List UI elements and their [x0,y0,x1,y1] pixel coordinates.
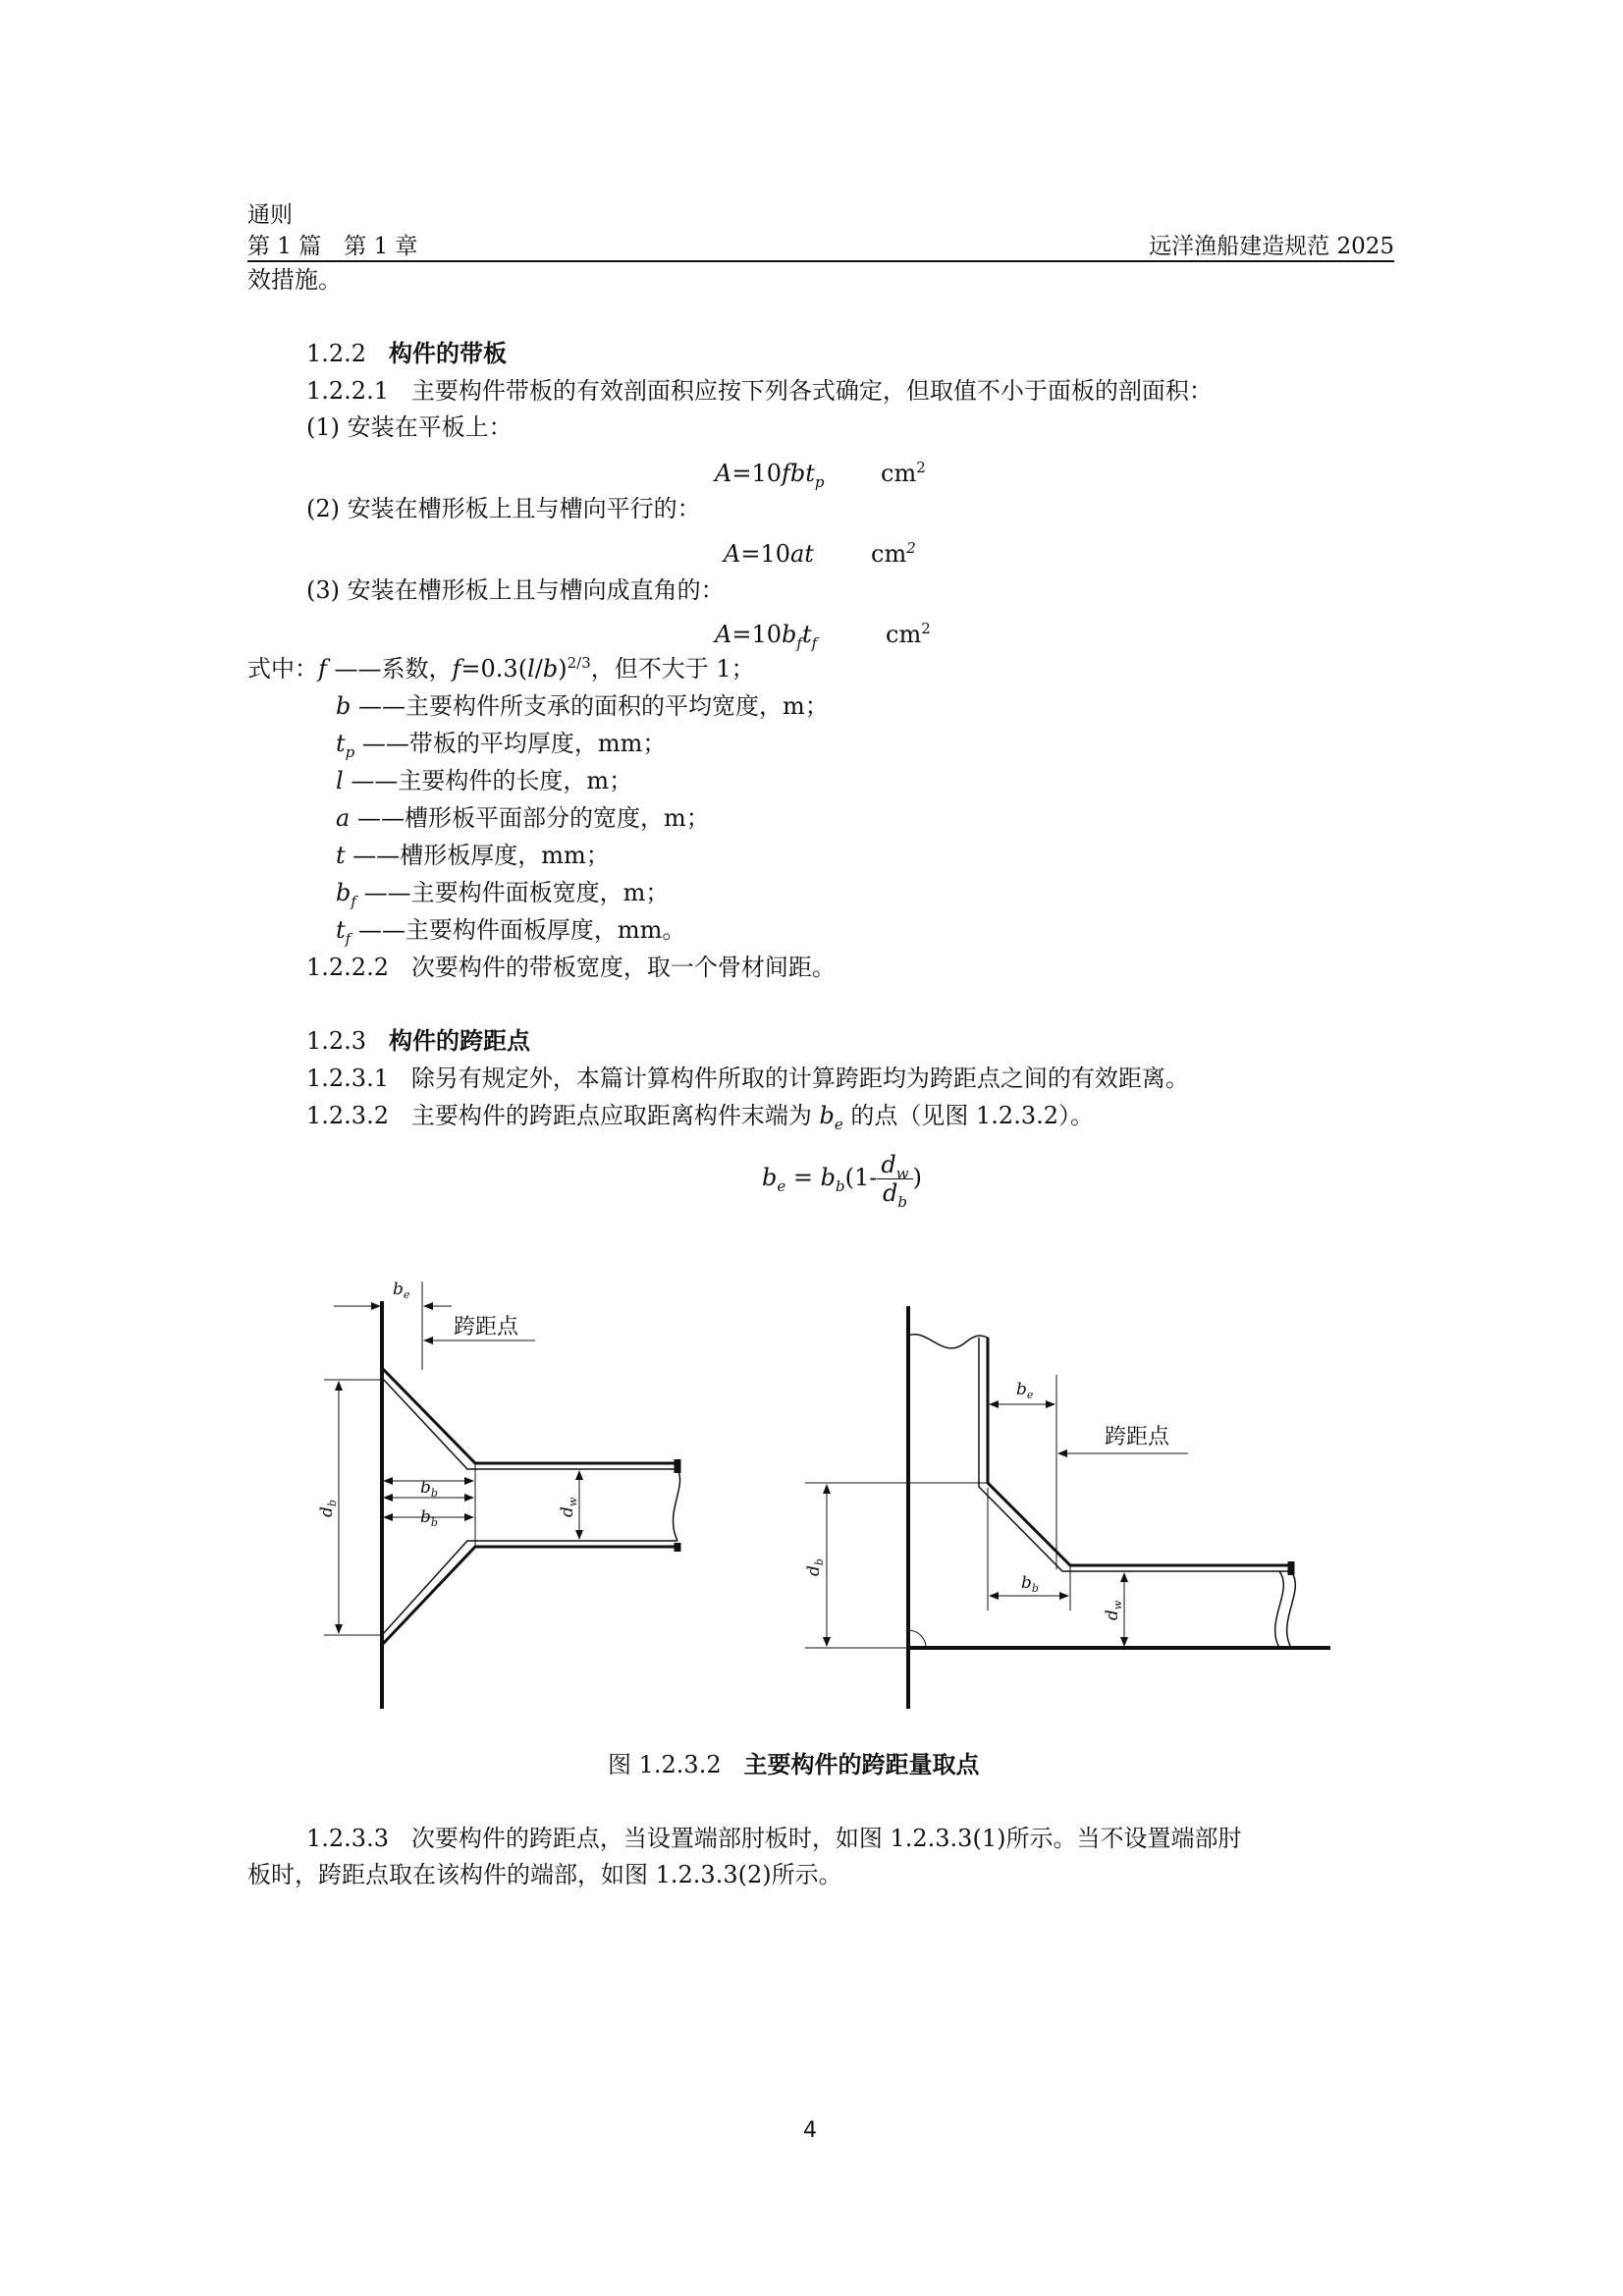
formula-be: $b_e = b_b(1-$ $\frac{d_w}{d_b}$ ) [762,1151,922,1211]
para-number: 1.2.2.2 [306,954,389,981]
right-bracket-outer [988,1338,1291,1565]
def-text: ——主要构件面板厚度，mm。 [357,916,686,944]
para-number: 1.2.3.2 [306,1102,389,1129]
para-number: 1.2.3.1 [306,1065,389,1092]
para-1-2-3-3 [306,1825,1241,1852]
caption-number: 图 1.2.3.2 [608,1751,722,1778]
para-text: 除另有规定外，本篇计算构件所取的计算跨距均为跨距点之间的有效距离。 [410,1065,1189,1092]
def-tp: $t_p$ ——带板的平均厚度，mm； [336,730,667,761]
item-1: (1) 安装在平板上： [306,413,513,441]
formula-2-unit: $cm^2$ [871,539,916,568]
caption-title: 主要构件的跨距量取点 [743,1751,980,1778]
para-1-2-3-1 [306,1065,1189,1092]
def-text: ——槽形板平面部分的宽度，m； [356,804,710,832]
formula-3-unit: $cm^2$ [886,620,931,648]
section-title: 构件的跨距点 [388,1027,530,1055]
section-number: 1.2.2 [306,340,367,367]
label-be-right: $b_e$ [1016,1380,1034,1401]
para-text: 主要构件带板的有效剖面积应按下列各式确定，但取值不小于面板的剖面积： [410,377,1213,405]
formula-3: $A=10b_ft_f$ [715,621,818,652]
unit-text: cm [871,540,907,568]
label-db-right: $d_b$ [804,1558,826,1576]
formula-1: A=10fbt$_p$ [715,460,825,491]
para-number: 1.2.2.1 [306,377,389,405]
def-text: ——带板的平均厚度，mm； [361,730,667,757]
label-bb-right: $b_b$ [1021,1573,1039,1595]
header-book-title: 远洋渔船建造规范 2025 [1149,234,1394,259]
figure-1-2-3-2 [295,1257,1355,1728]
label-span-point-left: 跨距点 [454,1315,519,1339]
label-dw-right: $d_w$ [1103,1600,1124,1620]
fraction: $\frac{d_w}{d_b}$ [877,1151,912,1207]
def-text: ——主要构件的长度，m； [351,767,633,794]
section-1-2-3-heading [306,1027,530,1055]
def-text: ——槽形板厚度，mm； [352,842,610,869]
right-bracket-inner [979,1338,1291,1571]
def-l: l ——主要构件的长度，m； [336,767,633,794]
def-text: ——系数， [334,655,453,683]
para-text: 的点（见图 1.2.3.2）。 [842,1102,1094,1129]
label-dw-left: $d_w$ [558,1497,579,1517]
para-text: 次要构件的带板宽度，取一个骨材间距。 [410,954,836,981]
figure-caption [608,1751,979,1778]
def-b: b ——主要构件所支承的面积的平均宽度，m； [336,692,829,720]
para-1-2-2-2 [306,954,836,981]
section-1-2-2-heading [306,340,507,367]
def-f: 式中：f ——系数，$f=0.3(l/b)^{2/3}$，但不大于 1； [247,654,755,683]
para-text: 主要构件的跨距点应取距离构件末端为 [410,1102,820,1129]
def-f-tail: ，但不大于 1； [590,655,755,683]
para-1-2-3-2: 1.2.3.2 主要构件的跨距点应取距离构件末端为 $b_e$ 的点（见图 1.2.3.2）。 [306,1102,1094,1133]
para-1-2-2-1 [306,377,1213,405]
def-text: ——主要构件所支承的面积的平均宽度，m； [358,692,829,720]
left-bracket-upper [382,1368,677,1463]
formula-2: A=10at [724,540,814,568]
def-a: a ——槽形板平面部分的宽度，m； [336,804,710,832]
unit-text: cm [886,621,922,648]
formula-1-unit: $cm^2$ [881,459,926,487]
label-db-left: $d_b$ [317,1500,339,1517]
item-2: (2) 安装在槽形板上且与槽向平行的： [306,495,701,522]
def-t: t ——槽形板厚度，mm； [336,842,610,869]
header-chapter: 第 1 篇 第 1 章 [247,234,418,259]
label-bb-left-2: $b_b$ [420,1507,438,1529]
def-tf: $t_f$ ——主要构件面板厚度，mm。 [336,916,686,948]
section-number: 1.2.3 [306,1027,367,1055]
where-label: 式中： [247,655,318,683]
item-3: (3) 安装在槽形板上且与槽向成直角的： [306,576,725,604]
def-bf: $b_f$ ——主要构件面板宽度，m； [336,879,670,910]
para-1-2-3-3-line2: 板时，跨距点取在该构件的端部，如图 1.2.3.3(2)所示。 [247,1861,842,1888]
header-section: 通则 [247,202,293,228]
page-number: 4 [803,2118,817,2143]
left-bracket-lower-inner [382,1541,677,1635]
label-be-left: $b_e$ [393,1280,410,1301]
def-text: ——主要构件面板宽度，m； [363,879,670,906]
left-bracket-upper-inner [382,1378,677,1469]
unit-text: cm [881,460,917,487]
section-title: 构件的带板 [388,340,507,367]
para-text: 次要构件的跨距点，当设置端部肘板时，如图 1.2.3.3(1)所示。当不设置端部肘 [410,1825,1242,1852]
left-bracket-lower [382,1547,677,1645]
intro-fragment: 效措施。 [247,266,342,294]
para-number: 1.2.3.3 [306,1825,389,1852]
label-span-point-right: 跨距点 [1105,1425,1170,1449]
label-bb-left-1: $b_b$ [420,1478,438,1500]
header-rule [247,260,1394,262]
